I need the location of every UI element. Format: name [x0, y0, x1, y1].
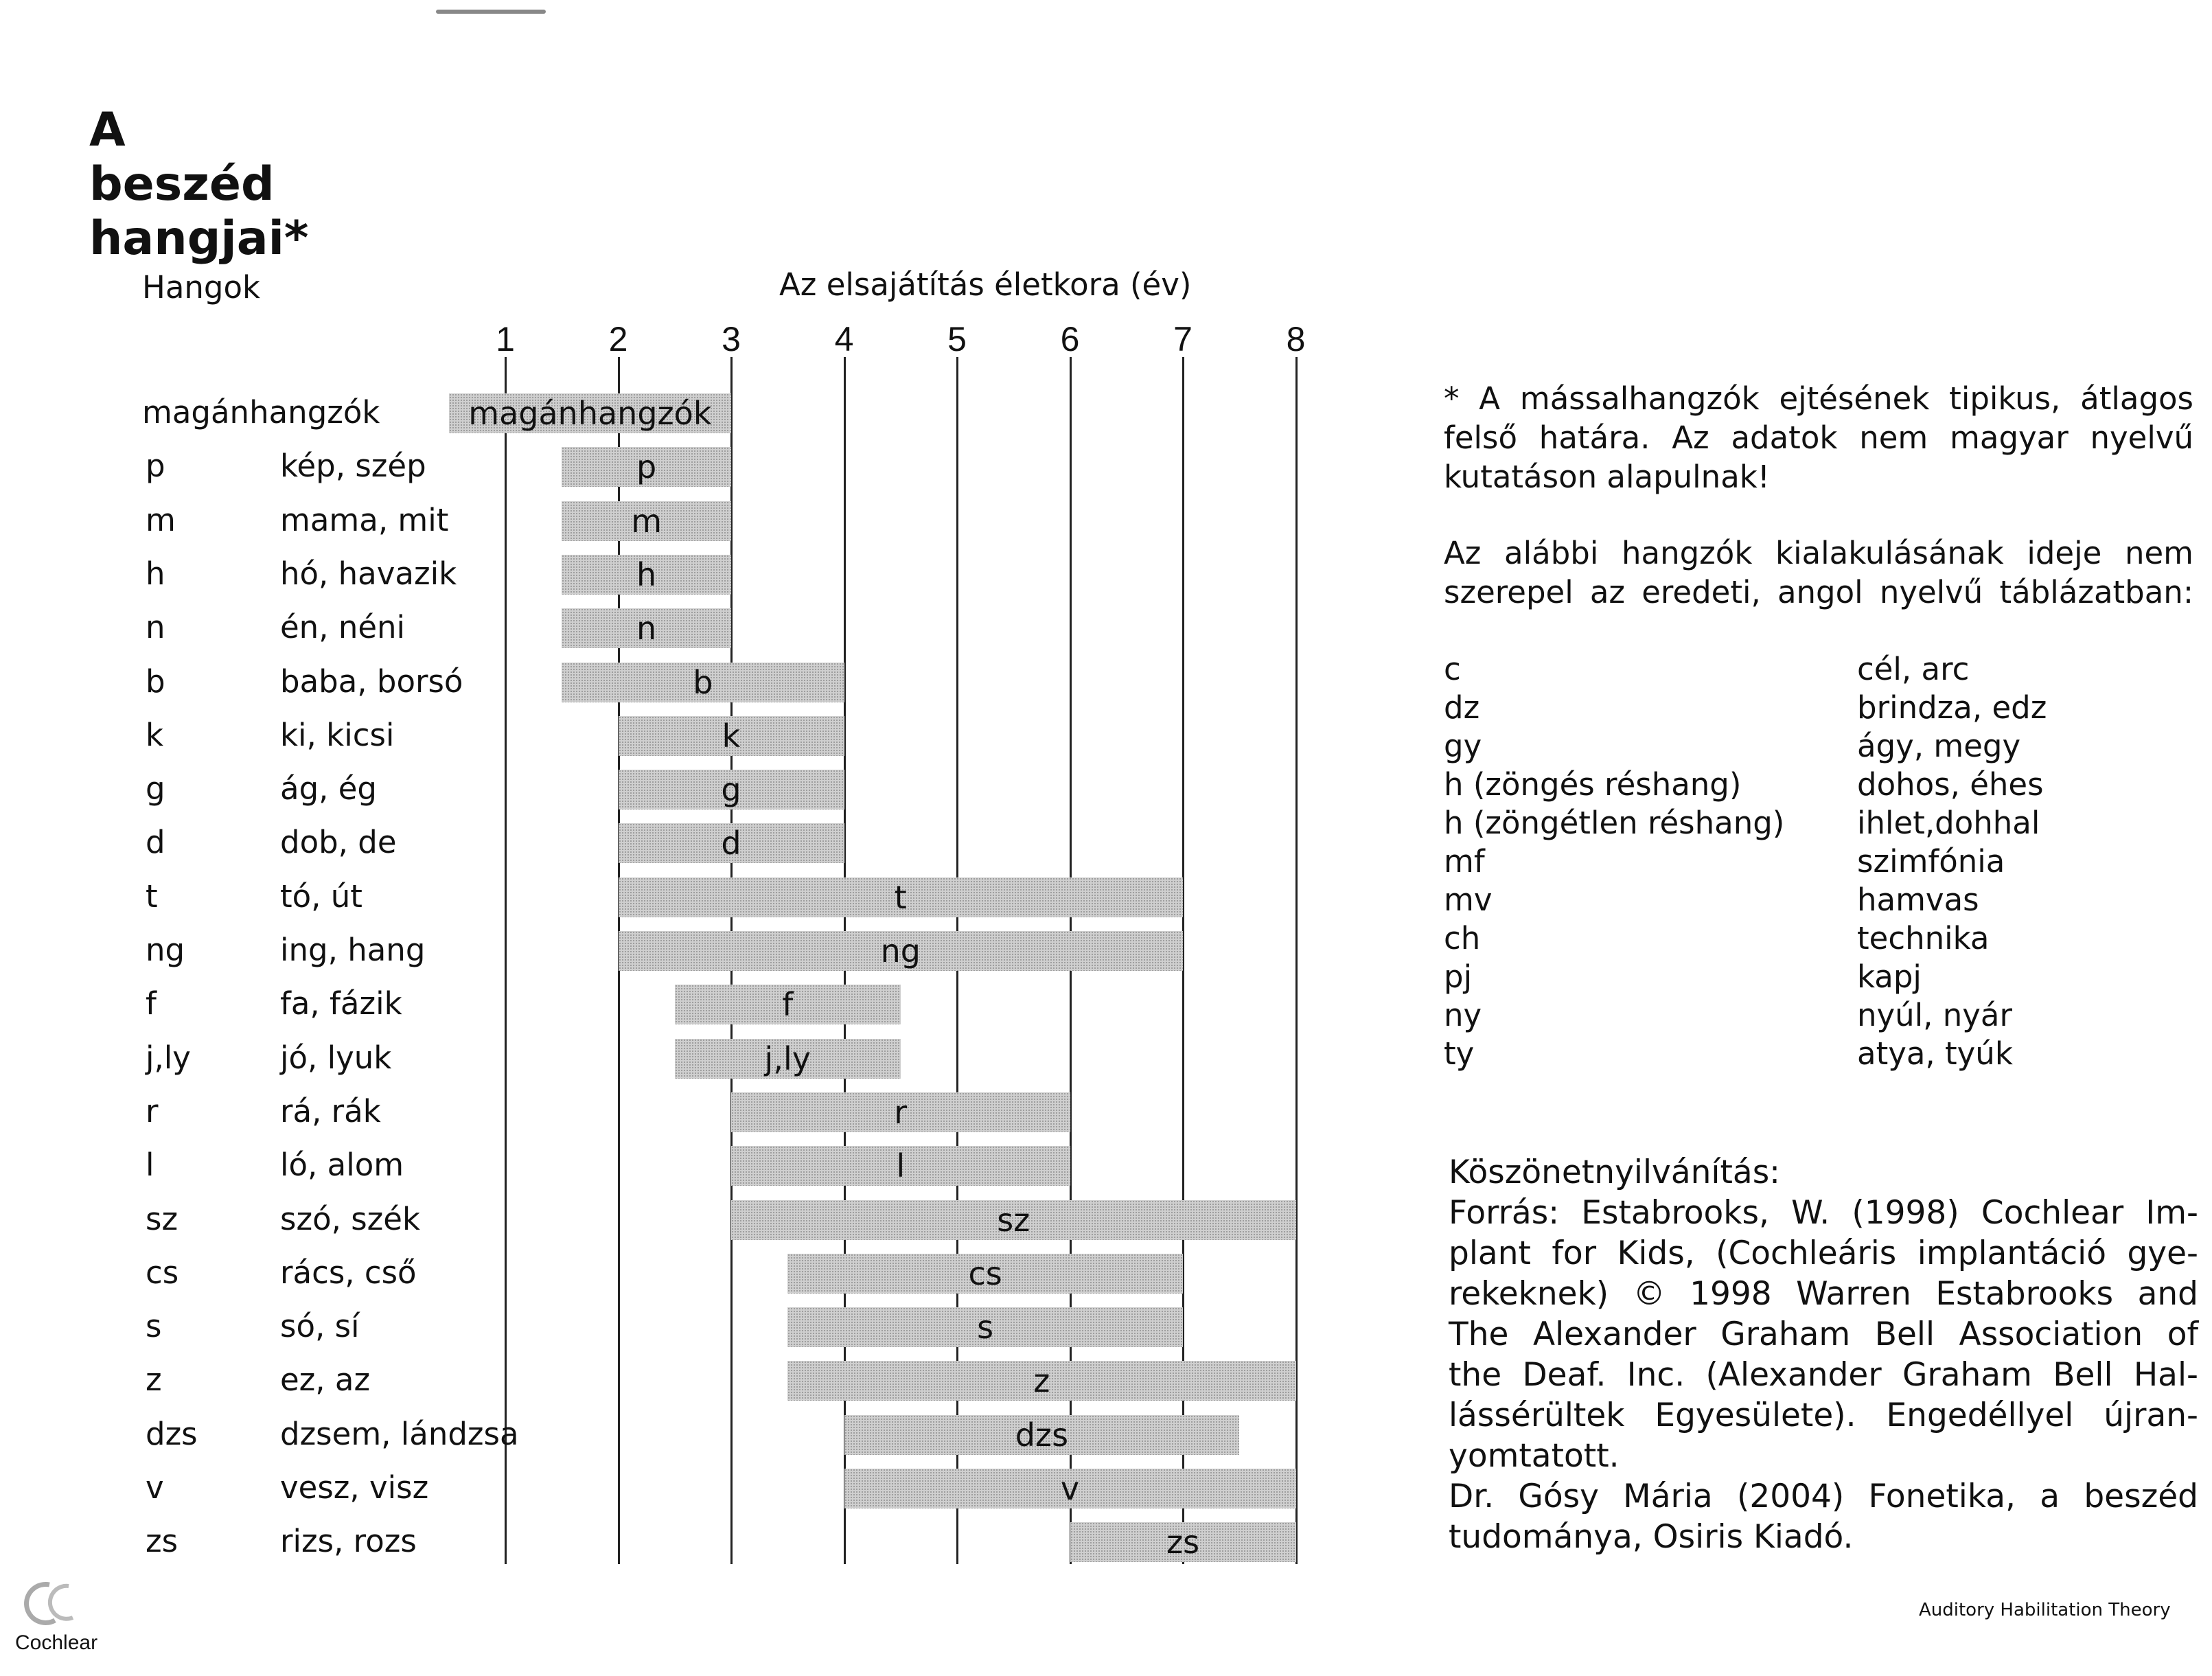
example-words: rács, cső — [280, 1254, 417, 1291]
example-words: vesz, visz — [280, 1469, 429, 1506]
x-tick-label: 2 — [608, 320, 628, 358]
gridline — [505, 357, 507, 1564]
sound-label: j,ly — [146, 1039, 191, 1076]
x-tick-label: 5 — [947, 320, 967, 358]
example-words: hó, havazik — [280, 555, 457, 592]
bar-label: g — [721, 771, 741, 809]
sound-label: l — [146, 1147, 154, 1184]
bar-label: magánhangzók — [468, 395, 712, 432]
footnote-line: * A mássalhangzók ejtésének tipikus, átlagos — [1444, 380, 2193, 417]
extra-intro-line: Az alábbi hangzók kialakulásának ideje nem — [1444, 535, 2193, 571]
sound-label: dzs — [146, 1415, 198, 1452]
sound-label: v — [146, 1469, 164, 1506]
bar-label: dzs — [1015, 1416, 1069, 1454]
bar-label: k — [722, 717, 741, 755]
extra-example: ihlet,dohhal — [1857, 805, 2040, 841]
sound-label: cs — [146, 1254, 179, 1291]
ack-line: the Deaf. Inc. (Alexander Graham Bell Hal- — [1449, 1356, 2198, 1394]
extra-sound: pj — [1444, 958, 1473, 995]
acknowledgement — [1449, 1152, 2198, 1557]
sound-label: zs — [146, 1523, 178, 1560]
extra-sound: c — [1444, 651, 1461, 687]
extra-example: ágy, megy — [1857, 728, 2021, 764]
cochlear-logo-icon — [15, 1578, 97, 1633]
example-words: rá, rák — [280, 1092, 381, 1129]
sounds-header: Hangok — [142, 269, 261, 306]
sound-label: f — [146, 985, 157, 1022]
ack-line: Dr. Gósy Mária (2004) Fonetika, a beszéd — [1449, 1478, 2198, 1515]
extra-sound: h (zöngés réshang) — [1444, 766, 1742, 803]
sound-label: s — [146, 1308, 162, 1345]
bar-label: f — [782, 986, 794, 1024]
x-tick-label: 8 — [1286, 320, 1306, 358]
ack-line: The Alexander Graham Bell Association of — [1449, 1316, 2198, 1353]
bar-label: l — [896, 1147, 906, 1185]
sound-label: k — [146, 716, 164, 753]
extra-example: nyúl, nyár — [1857, 997, 2013, 1033]
page-title-text: A beszéd hangjai* — [89, 103, 309, 266]
example-words: rizs, rozs — [280, 1523, 417, 1560]
example-words: dzsem, lándzsa — [280, 1415, 519, 1452]
ack-line: Forrás: Estabrooks, W. (1998) Cochlear Im- — [1449, 1194, 2198, 1232]
ack-heading: Köszönetnyilvánítás: — [1449, 1153, 1781, 1191]
footnote-line: kutatáson alapulnak! — [1444, 459, 1770, 495]
extra-example: kapj — [1857, 958, 1922, 995]
extra-example: szimfónia — [1857, 843, 2005, 880]
sound-label: r — [146, 1092, 159, 1129]
extra-sound: ty — [1444, 1035, 1475, 1072]
footnote — [1444, 379, 2193, 496]
bar-label: n — [636, 610, 657, 647]
extra-example: dohos, éhes — [1857, 766, 2044, 803]
example-words: ló, alom — [280, 1147, 404, 1184]
extra-sound: h (zöngétlen réshang) — [1444, 805, 1785, 841]
example-words: mama, mit — [280, 501, 449, 538]
x-tick-label: 3 — [722, 320, 741, 358]
footnote-line: felső határa. Az adatok nem magyar nyelvű — [1444, 420, 2193, 456]
sound-label: ng — [146, 932, 185, 968]
extra-example: technika — [1857, 920, 1990, 956]
bar-label: cs — [968, 1254, 1002, 1292]
sound-label: magánhangzók — [142, 394, 380, 431]
example-words: só, sí — [280, 1308, 360, 1345]
sound-label: d — [146, 824, 165, 861]
bar-label: m — [631, 502, 663, 540]
x-tick-label: 1 — [496, 320, 515, 358]
cochlear-logo — [15, 1578, 97, 1655]
sound-label: m — [146, 501, 176, 538]
extra-sound: mv — [1444, 882, 1493, 918]
bar-label: v — [1060, 1470, 1080, 1507]
ack-line: plant for Kids, (Cochleáris implantáció gye- — [1449, 1235, 2198, 1272]
axis-title: Az elsajátítás életkora (év) — [779, 266, 1192, 303]
extra-intro — [1444, 533, 2193, 612]
sound-label: z — [146, 1362, 162, 1399]
example-words: kép, szép — [280, 448, 426, 485]
extra-example: cél, arc — [1857, 651, 1970, 687]
sound-label: p — [146, 448, 165, 485]
bar-label: b — [693, 663, 713, 701]
bar-label: sz — [997, 1201, 1030, 1239]
extra-sound: mf — [1444, 843, 1485, 880]
example-words: ág, ég — [280, 770, 377, 807]
extra-intro-line: szerepel az eredeti, angol nyelvű táblázatban: — [1444, 574, 2193, 610]
sound-label: n — [146, 609, 165, 646]
sound-label: b — [146, 663, 165, 700]
example-words: én, néni — [280, 609, 406, 646]
ack-line: tudománya, Osiris Kiadó. — [1449, 1518, 1854, 1556]
example-words: dob, de — [280, 824, 397, 861]
extra-sound: ny — [1444, 997, 1482, 1033]
example-words: szó, szék — [280, 1200, 421, 1237]
extra-sound: ch — [1444, 920, 1481, 956]
example-words: baba, borsó — [280, 663, 463, 700]
extra-sound: gy — [1444, 728, 1482, 764]
footer-title: Auditory Habilitation Theory — [1919, 1600, 2171, 1620]
bar-label: j,ly — [764, 1040, 811, 1077]
bar-label: ng — [880, 932, 921, 969]
extra-example: hamvas — [1857, 882, 1979, 918]
bar-label: p — [636, 448, 657, 486]
bar-label: s — [977, 1309, 994, 1346]
extra-sound: dz — [1444, 689, 1480, 726]
sound-label: h — [146, 555, 165, 592]
bar-label: r — [894, 1093, 908, 1131]
x-tick-label: 4 — [834, 320, 854, 358]
example-words: ez, az — [280, 1362, 371, 1399]
example-words: tó, út — [280, 877, 362, 915]
extra-example: brindza, edz — [1857, 689, 2047, 726]
example-words: jó, lyuk — [280, 1039, 392, 1076]
bar-label: t — [894, 878, 907, 916]
sound-label: g — [146, 770, 165, 807]
ack-line: rekeknek) © 1998 Warren Estabrooks and — [1449, 1275, 2198, 1313]
x-tick-label: 7 — [1173, 320, 1193, 358]
logo-text: Cochlear — [15, 1631, 98, 1654]
example-words: ing, hang — [280, 932, 426, 968]
bar-label: h — [636, 555, 657, 593]
sound-label: t — [146, 877, 158, 915]
example-words: fa, fázik — [280, 985, 402, 1022]
ack-line: lássérültek Egyesülete). Engedéllyel újran- — [1449, 1397, 2198, 1434]
example-words: ki, kicsi — [280, 716, 395, 753]
scan-mark — [436, 10, 546, 14]
bar-label: z — [1033, 1362, 1050, 1400]
x-tick-label: 6 — [1060, 320, 1080, 358]
bar-label: zs — [1166, 1524, 1200, 1561]
bar-label: d — [721, 825, 741, 862]
extra-example: atya, tyúk — [1857, 1035, 2013, 1072]
ack-line: yomtatott. — [1449, 1437, 1620, 1475]
sound-label: sz — [146, 1200, 178, 1237]
